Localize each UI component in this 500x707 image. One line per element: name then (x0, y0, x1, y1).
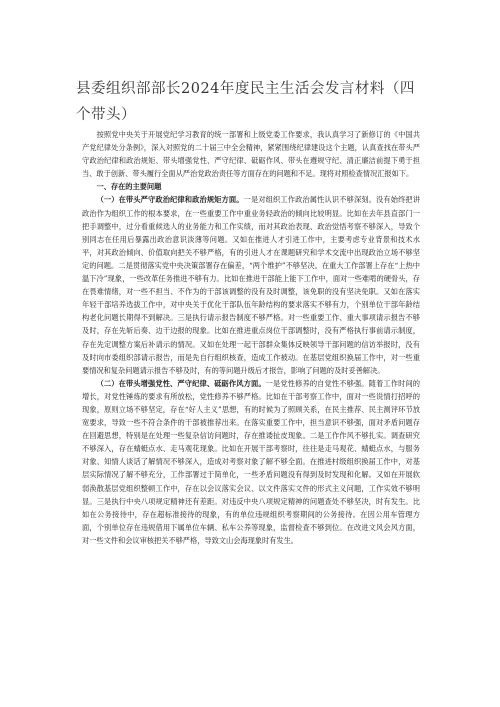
paragraph-heading: （一）在带头严守政治纪律和政治规矩方面。 (96, 195, 244, 205)
paragraph-political-discipline (82, 193, 420, 376)
intro-paragraph: 按照党中央关于开展党纪学习教育的统一部署和上级党委工作要求，我认真学习了新修订的《中国共产党纪律处分条例》，深入对照党的二十届三中全会精神，紧紧围绕纪律建设这个主题，认真查找在带头严守政治纪律和政治规矩、带头增强党性、严守纪律、砥砺作风、带头在遵规守纪、清正廉洁前提下勇于担当、敢于创新、带头履行全面从严治党政治责任等方面存在的问题和不足。现将对照检查情况汇报如下。 (82, 130, 420, 179)
paragraph-party-spirit (82, 377, 420, 547)
document-title: 县委组织部部长2024年度民主生活会发言材料（四个带头） (76, 81, 415, 123)
paragraph-text: 一是党性修养的自觉性不够强。随着工作时间的增长，对党性锤炼的要求有所放松，党性修养不够严格。比如在干部考察工作中，面对一些说情打招呼的现象，原则立场不够坚定，存在“好人主义”思想，有的时候为了照顾关系，在民主推荐、民主测评环节放宽要求，导致一些不符合条件的干部被推荐出来。在落实重要工作中，担当意识不够强，面对矛盾问题存在回避思想，特别是在处理一些复杂信访问题时，存在推诿扯皮现象。二是工作作风不够扎实。调查研究不够深入，存在蜻蜓点水、走马观花现象。比如在开展干部考察时，往往是走马观花、蜻蜓点水，与服务对象、知情人谈话了解情况不够深入，造成对考察对象了解不够全面。在推进村级组织换届工作中，对基层实际情况了解不够充分，工作部署过于简单化，一些矛盾问题没有得到及时发现和化解。又如在开展软弱涣散基层党组织整顿工作中，存在以会议落实会议、以文件落实文件的形式主义问题，工作实效不够明显。三是执行中央八项规定精神还有差距。对违反中央八项规定精神的问题查处不够坚决，时有发生。比如在公务接待中，存在超标准接待的现象，有的单位违规组织考察期间的公务接待。在因公用车管理方面，个别单位存在违规借用下属单位车辆、私车公养等现象，监督检查不够到位。在改进文风会风方面，对一些文件和会议审核把关不够严格，导致文山会海现象时有发生。 (82, 378, 420, 545)
paragraph-heading: （二）在带头增强党性、严守纪律、砥砺作风方面。 (96, 378, 266, 388)
document-body (82, 128, 420, 547)
section-heading: 一、存在的主要问题 (96, 182, 162, 192)
paragraph-text: 一是对组织工作政治属性认识不够深刻。没有始终把讲政治作为组织工作的根本要求，在一些重要工作中重业务轻政治的倾向比较明显。比如在去年县直部门一把手调整中，过分看重候选人的业务能力和工作实绩，而对其政治表现、政治觉悟考察不够深入，导致个别同志在任用后暴露出政治意识淡薄等问题。又如在推进人才引进工作中，主要考虑专业背景和技术水平，对其政治倾向、价值取向把关不够严格，有的引进人才在课题研究和学术交流中出现政治立场不够坚定的问题。二是贯彻落实党中央决策部署存在偏差，“两个维护”不够坚决。在重大工作部署上存在“上热中温下冷”现象，一些改革任务推进不够有力。比如在推进干部能上能下工作中，面对一些难啃的硬骨头，存在畏难情绪，对一些不担当、不作为的干部该调整的没有及时调整，该免职的没有坚决免职。又如在落实年轻干部培养选拔工作中，对中央关于优化干部队伍年龄结构的要求落实不够有力，个别单位干部年龄结构老化问题长期得不到解决。三是执行请示报告制度不够严格。对一些重要工作、重大事项请示报告不够及时，存在先斩后奏、边干边报的现象。比如在推进重点岗位干部调整时，没有严格执行事前请示制度，存在先定调整方案后补请示的情况。又如在处理一起干部群众集体反映领导干部问题的信访举报时，没有及时向市委组织部请示报告，而是先自行组织核查，造成工作被动。在基层党组织换届工作中，对一些重要情况和复杂问题请示报告不够及时，有的等问题升级后才报告，影响了问题的及时妥善解决。 (82, 195, 420, 375)
